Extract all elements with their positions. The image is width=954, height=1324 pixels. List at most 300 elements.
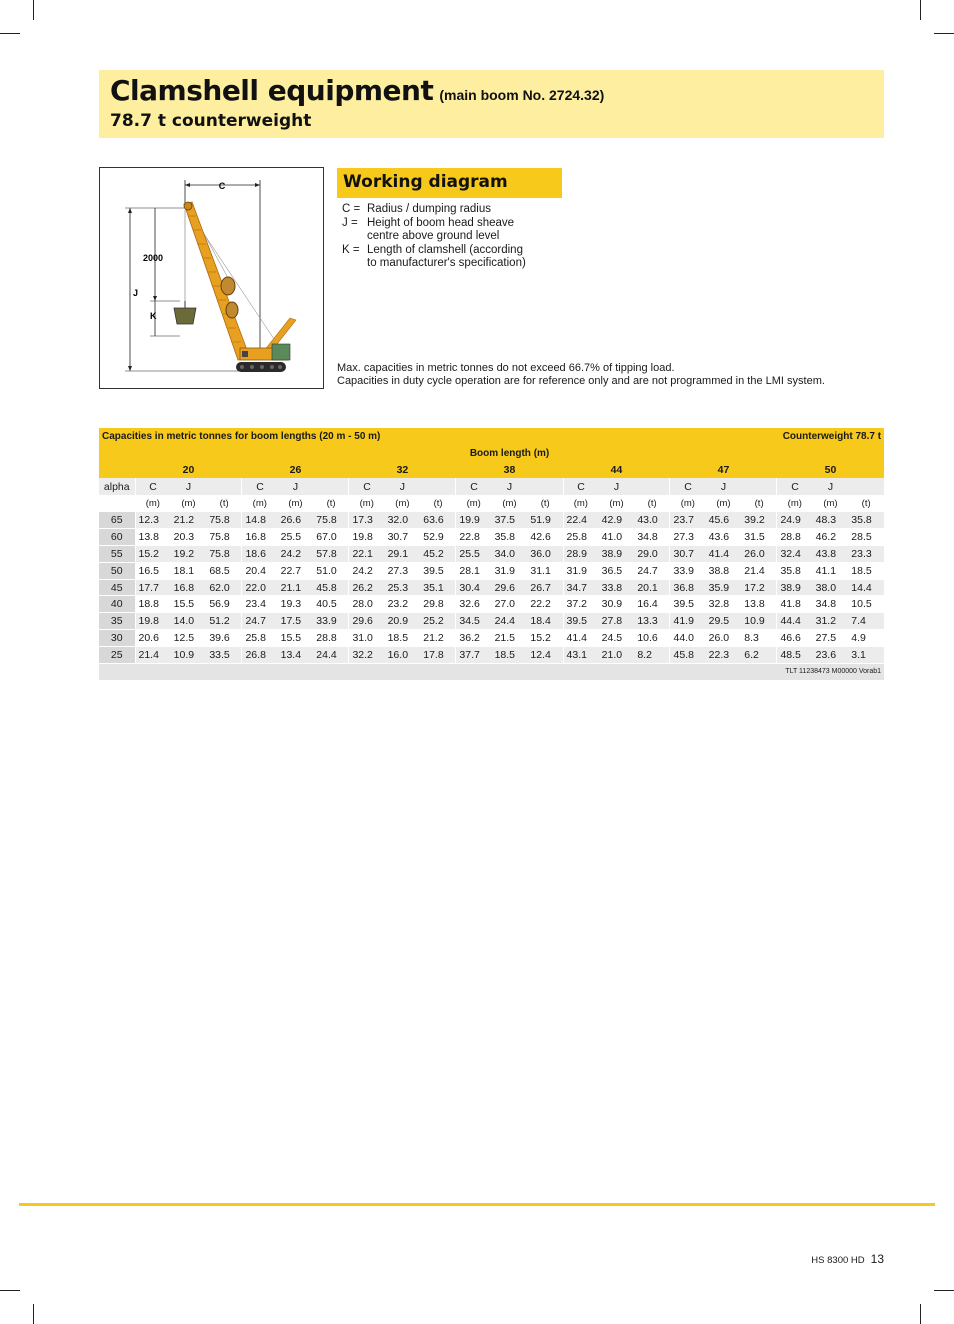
unit-label: (m) [777, 495, 813, 512]
column-c-header: C [242, 478, 278, 495]
table-cell: 30.9 [599, 596, 635, 613]
table-cell: 57.8 [313, 546, 349, 563]
table-cell: 13.8 [741, 596, 777, 613]
table-cell: 25.5 [456, 546, 492, 563]
table-cell: 44.0 [670, 630, 706, 647]
table-cell: 8.3 [741, 630, 777, 647]
table-cell: 41.4 [706, 546, 742, 563]
table-cell: 4.9 [848, 630, 884, 647]
column-j-header: J [385, 478, 421, 495]
table-row [99, 630, 884, 647]
table-caption-right: Counterweight 78.7 t [527, 428, 884, 445]
table-cell: 32.0 [385, 512, 421, 529]
table-cell: 46.2 [813, 529, 849, 546]
table-cell: 23.6 [813, 646, 849, 663]
crop-mark [920, 0, 921, 20]
table-cell: 75.8 [206, 546, 242, 563]
unit-label: (m) [278, 495, 314, 512]
legend-item [342, 203, 547, 217]
table-row [99, 546, 884, 563]
table-row [99, 562, 884, 579]
table-cell: 36.8 [670, 579, 706, 596]
alpha-value: 55 [99, 546, 135, 563]
table-cell: 51.0 [313, 562, 349, 579]
legend [342, 203, 547, 271]
table-cell: 3.1 [848, 646, 884, 663]
table-cell: 12.3 [135, 512, 171, 529]
unit-label: (t) [313, 495, 349, 512]
table-cell: 29.6 [492, 579, 528, 596]
unit-label: (m) [171, 495, 207, 512]
table-cell: 75.8 [313, 512, 349, 529]
table-cell: 21.2 [420, 630, 456, 647]
table-caption-left: Capacities in metric tonnes for boom lengths (20 m - 50 m) [99, 428, 527, 445]
table-cell: 21.0 [599, 646, 635, 663]
table-cell: 26.6 [278, 512, 314, 529]
table-cell: 34.0 [492, 546, 528, 563]
table-cell: 31.1 [527, 562, 563, 579]
unit-label: (m) [599, 495, 635, 512]
table-cell: 31.9 [563, 562, 599, 579]
table-cell: 43.1 [563, 646, 599, 663]
column-header-row [99, 478, 884, 495]
table-cell: 51.9 [527, 512, 563, 529]
column-load-header [420, 478, 456, 495]
table-cell: 43.8 [813, 546, 849, 563]
legend-item [342, 217, 547, 244]
table-cell: 75.8 [206, 529, 242, 546]
table-cell: 16.8 [242, 529, 278, 546]
table-cell: 27.0 [492, 596, 528, 613]
table-cell: 63.6 [420, 512, 456, 529]
table-cell: 31.2 [813, 613, 849, 630]
table-cell: 41.8 [777, 596, 813, 613]
table-cell: 17.5 [278, 613, 314, 630]
table-cell: 28.5 [848, 529, 884, 546]
table-cell: 19.3 [278, 596, 314, 613]
table-cell: 15.5 [171, 596, 207, 613]
footer-rule [19, 1203, 935, 1206]
table-cell: 26.0 [741, 546, 777, 563]
column-load-header [206, 478, 242, 495]
table-cell: 29.8 [420, 596, 456, 613]
unit-label: (t) [527, 495, 563, 512]
table-cell: 41.1 [813, 562, 849, 579]
table-cell: 7.4 [848, 613, 884, 630]
unit-label: (t) [420, 495, 456, 512]
table-cell: 39.5 [420, 562, 456, 579]
table-cell: 27.3 [385, 562, 421, 579]
table-cell: 38.8 [706, 562, 742, 579]
table-cell: 23.4 [242, 596, 278, 613]
table-cell: 16.8 [171, 579, 207, 596]
table-cell: 18.5 [848, 562, 884, 579]
legend-key: J = [342, 216, 358, 229]
table-cell: 23.7 [670, 512, 706, 529]
table-cell: 22.7 [278, 562, 314, 579]
table-cell: 25.3 [385, 579, 421, 596]
boom-length-26: 26 [242, 462, 349, 479]
table-cell: 13.4 [278, 646, 314, 663]
legend-key: K = [342, 243, 360, 256]
unit-label: (t) [634, 495, 670, 512]
boom-length-row [99, 445, 884, 462]
unit-label: (m) [706, 495, 742, 512]
working-diagram-heading: Working diagram [337, 168, 562, 198]
unit-label: (m) [385, 495, 421, 512]
boom-length-50: 50 [777, 462, 884, 479]
table-cell: 45.8 [670, 646, 706, 663]
boom-length-label: Boom length (m) [135, 445, 884, 462]
table-cell: 29.0 [634, 546, 670, 563]
table-cell: 21.4 [741, 562, 777, 579]
table-cell: 25.2 [420, 613, 456, 630]
table-cell: 18.5 [385, 630, 421, 647]
table-cell: 18.6 [242, 546, 278, 563]
table-cell: 18.1 [171, 562, 207, 579]
table-cell: 22.4 [563, 512, 599, 529]
capacity-note [337, 362, 825, 388]
alpha-value: 35 [99, 613, 135, 630]
table-cell: 17.3 [349, 512, 385, 529]
table-cell: 23.3 [848, 546, 884, 563]
crop-mark [0, 33, 20, 34]
alpha-value: 65 [99, 512, 135, 529]
table-cell: 17.7 [135, 579, 171, 596]
model-name: HS 8300 HD [811, 1255, 865, 1266]
table-cell: 38.9 [777, 579, 813, 596]
capacity-table [99, 428, 884, 680]
table-cell: 35.8 [848, 512, 884, 529]
column-c-header: C [777, 478, 813, 495]
table-cell: 19.8 [135, 613, 171, 630]
crop-mark [920, 1304, 921, 1324]
label-2000: 2000 [143, 253, 164, 263]
column-j-header: J [706, 478, 742, 495]
table-cell: 48.5 [777, 646, 813, 663]
unit-label: (m) [349, 495, 385, 512]
capacity-note-line: Capacities in duty cycle operation are for reference only and are not programmed in the LMI system. [337, 375, 825, 387]
column-j-header: J [171, 478, 207, 495]
table-cell: 20.4 [242, 562, 278, 579]
table-cell: 13.3 [634, 613, 670, 630]
table-cell: 13.8 [135, 529, 171, 546]
table-cell: 44.4 [777, 613, 813, 630]
table-cell: 75.8 [206, 512, 242, 529]
page-subtitle: 78.7 t counterweight [110, 111, 312, 131]
alpha-value: 50 [99, 562, 135, 579]
column-load-header [741, 478, 777, 495]
table-cell: 34.5 [456, 613, 492, 630]
table-cell: 35.9 [706, 579, 742, 596]
alpha-value: 45 [99, 579, 135, 596]
title-band [99, 70, 884, 138]
working-diagram-figure [99, 167, 324, 389]
table-cell: 32.8 [706, 596, 742, 613]
table-cell: 24.7 [634, 562, 670, 579]
table-cell: 35.1 [420, 579, 456, 596]
table-cell: 20.9 [385, 613, 421, 630]
table-cell: 45.2 [420, 546, 456, 563]
table-row [99, 512, 884, 529]
table-cell: 24.4 [492, 613, 528, 630]
crop-mark [33, 0, 34, 20]
table-cell: 45.8 [313, 579, 349, 596]
boom-length-32: 32 [349, 462, 456, 479]
table-cell: 12.5 [171, 630, 207, 647]
table-cell: 6.2 [741, 646, 777, 663]
table-cell: 41.0 [599, 529, 635, 546]
table-cell: 42.9 [599, 512, 635, 529]
alpha-header: alpha [99, 478, 135, 495]
table-cell: 22.0 [242, 579, 278, 596]
table-cell: 18.5 [492, 646, 528, 663]
page-title-boom: (main boom No. 2724.32) [439, 87, 605, 103]
table-cell: 38.9 [599, 546, 635, 563]
table-cell: 67.0 [313, 529, 349, 546]
unit-label: (t) [848, 495, 884, 512]
table-cell: 32.4 [777, 546, 813, 563]
table-cell: 34.7 [563, 579, 599, 596]
table-cell: 21.4 [135, 646, 171, 663]
table-cell: 17.2 [741, 579, 777, 596]
table-cell: 56.9 [206, 596, 242, 613]
table-cell: 21.1 [278, 579, 314, 596]
table-cell: 27.3 [670, 529, 706, 546]
alpha-value: 60 [99, 529, 135, 546]
unit-label: (m) [813, 495, 849, 512]
table-cell: 19.8 [349, 529, 385, 546]
table-cell: 24.2 [349, 562, 385, 579]
table-cell: 18.4 [527, 613, 563, 630]
table-cell: 39.2 [741, 512, 777, 529]
table-cell: 22.8 [456, 529, 492, 546]
unit-label: (m) [563, 495, 599, 512]
table-cell: 37.7 [456, 646, 492, 663]
table-cell: 12.4 [527, 646, 563, 663]
table-cell: 62.0 [206, 579, 242, 596]
capacity-note-line: Max. capacities in metric tonnes do not exceed 66.7% of tipping load. [337, 362, 675, 374]
column-load-header [527, 478, 563, 495]
table-row [99, 579, 884, 596]
table-cell: 29.6 [349, 613, 385, 630]
table-cell: 28.8 [313, 630, 349, 647]
column-j-header: J [492, 478, 528, 495]
table-cell: 8.2 [634, 646, 670, 663]
table-cell: 30.7 [670, 546, 706, 563]
table-cell: 28.9 [563, 546, 599, 563]
legend-item [342, 244, 547, 271]
table-cell: 36.2 [456, 630, 492, 647]
table-cell: 10.6 [634, 630, 670, 647]
table-row [99, 646, 884, 663]
table-cell: 22.2 [527, 596, 563, 613]
table-caption-row [99, 428, 884, 445]
table-cell: 35.8 [777, 562, 813, 579]
table-cell: 24.9 [777, 512, 813, 529]
table-footnote-row [99, 663, 884, 680]
table-cell: 43.0 [634, 512, 670, 529]
page-title [110, 74, 604, 107]
table-cell: 68.5 [206, 562, 242, 579]
table-cell: 36.5 [599, 562, 635, 579]
table-cell: 25.8 [242, 630, 278, 647]
page-footer [811, 1252, 884, 1266]
table-cell: 33.5 [206, 646, 242, 663]
table-cell: 27.5 [813, 630, 849, 647]
alpha-value: 30 [99, 630, 135, 647]
table-cell: 36.0 [527, 546, 563, 563]
table-cell: 10.9 [171, 646, 207, 663]
table-cell: 22.1 [349, 546, 385, 563]
table-cell: 32.2 [349, 646, 385, 663]
table-cell: 48.3 [813, 512, 849, 529]
table-cell: 16.4 [634, 596, 670, 613]
table-cell: 25.5 [278, 529, 314, 546]
table-cell: 37.2 [563, 596, 599, 613]
unit-label: (t) [741, 495, 777, 512]
table-cell: 21.5 [492, 630, 528, 647]
table-cell: 35.8 [492, 529, 528, 546]
table-cell: 24.4 [313, 646, 349, 663]
unit-label: (t) [206, 495, 242, 512]
column-j-header: J [813, 478, 849, 495]
table-cell: 32.6 [456, 596, 492, 613]
legend-key: C = [342, 203, 361, 215]
table-cell: 26.0 [706, 630, 742, 647]
table-cell: 33.9 [670, 562, 706, 579]
page-title-text: Clamshell equipment [110, 74, 434, 107]
legend-text: Radius / dumping radius [367, 203, 492, 215]
table-cell: 24.5 [599, 630, 635, 647]
unit-label: (m) [670, 495, 706, 512]
table-footnote: TLT 11238473 M00000 Vorab1 [99, 663, 884, 680]
unit-label: (m) [456, 495, 492, 512]
alpha-value: 25 [99, 646, 135, 663]
label-j: J [133, 288, 139, 298]
table-cell: 52.9 [420, 529, 456, 546]
unit-label: (m) [492, 495, 528, 512]
table-cell: 19.2 [171, 546, 207, 563]
column-c-header: C [349, 478, 385, 495]
boom-length-20: 20 [135, 462, 242, 479]
table-cell: 30.7 [385, 529, 421, 546]
column-j-header: J [599, 478, 635, 495]
table-cell: 17.8 [420, 646, 456, 663]
table-cell: 29.5 [706, 613, 742, 630]
column-c-header: C [670, 478, 706, 495]
table-cell: 43.6 [706, 529, 742, 546]
table-cell: 34.8 [813, 596, 849, 613]
table-cell: 10.5 [848, 596, 884, 613]
table-cell: 29.1 [385, 546, 421, 563]
table-row [99, 596, 884, 613]
table-cell: 37.5 [492, 512, 528, 529]
column-j-header: J [278, 478, 314, 495]
table-cell: 21.2 [171, 512, 207, 529]
table-cell: 15.2 [527, 630, 563, 647]
table-cell: 41.4 [563, 630, 599, 647]
boom-length-47: 47 [670, 462, 777, 479]
crop-mark [0, 1290, 20, 1291]
table-cell: 31.5 [741, 529, 777, 546]
table-cell: 15.2 [135, 546, 171, 563]
table-cell: 28.1 [456, 562, 492, 579]
table-row [99, 613, 884, 630]
table-cell: 22.3 [706, 646, 742, 663]
table-cell: 46.6 [777, 630, 813, 647]
table-cell: 14.0 [171, 613, 207, 630]
table-cell: 20.6 [135, 630, 171, 647]
label-k: K [150, 311, 157, 321]
table-cell: 41.9 [670, 613, 706, 630]
table-cell: 31.0 [349, 630, 385, 647]
table-cell: 27.8 [599, 613, 635, 630]
table-cell: 24.2 [278, 546, 314, 563]
table-cell: 40.5 [313, 596, 349, 613]
table-cell: 30.4 [456, 579, 492, 596]
table-cell: 39.5 [563, 613, 599, 630]
crane-illustration [100, 168, 323, 388]
table-cell: 14.4 [848, 579, 884, 596]
table-cell: 16.5 [135, 562, 171, 579]
unit-label: (m) [242, 495, 278, 512]
boom-length-38: 38 [456, 462, 563, 479]
column-c-header: C [135, 478, 171, 495]
table-cell: 24.7 [242, 613, 278, 630]
legend-text: Height of boom head sheave centre above ground level [367, 216, 515, 242]
legend-text: Length of clamshell (according to manufacturer's specification) [367, 243, 526, 269]
table-cell: 38.0 [813, 579, 849, 596]
column-load-header [634, 478, 670, 495]
column-c-header: C [456, 478, 492, 495]
table-cell: 14.8 [242, 512, 278, 529]
column-load-header [313, 478, 349, 495]
table-cell: 51.2 [206, 613, 242, 630]
table-cell: 39.5 [670, 596, 706, 613]
table-cell: 33.9 [313, 613, 349, 630]
table-cell: 26.2 [349, 579, 385, 596]
table-cell: 42.6 [527, 529, 563, 546]
table-cell: 25.8 [563, 529, 599, 546]
table-cell: 26.7 [527, 579, 563, 596]
unit-row [99, 495, 884, 512]
table-cell: 26.8 [242, 646, 278, 663]
table-cell: 28.8 [777, 529, 813, 546]
table-cell: 45.6 [706, 512, 742, 529]
table-cell: 10.9 [741, 613, 777, 630]
table-cell: 20.3 [171, 529, 207, 546]
table-cell: 28.0 [349, 596, 385, 613]
table-cell: 19.9 [456, 512, 492, 529]
crop-mark [934, 1290, 954, 1291]
table-cell: 34.8 [634, 529, 670, 546]
table-cell: 16.0 [385, 646, 421, 663]
unit-label: (m) [135, 495, 171, 512]
crop-mark [33, 1304, 34, 1324]
column-c-header: C [563, 478, 599, 495]
table-cell: 15.5 [278, 630, 314, 647]
crop-mark [934, 33, 954, 34]
table-cell: 31.9 [492, 562, 528, 579]
boom-length-44: 44 [563, 462, 670, 479]
column-load-header [848, 478, 884, 495]
table-cell: 20.1 [634, 579, 670, 596]
table-cell: 23.2 [385, 596, 421, 613]
table-row [99, 529, 884, 546]
table-cell: 39.6 [206, 630, 242, 647]
boom-lengths-row [99, 462, 884, 479]
